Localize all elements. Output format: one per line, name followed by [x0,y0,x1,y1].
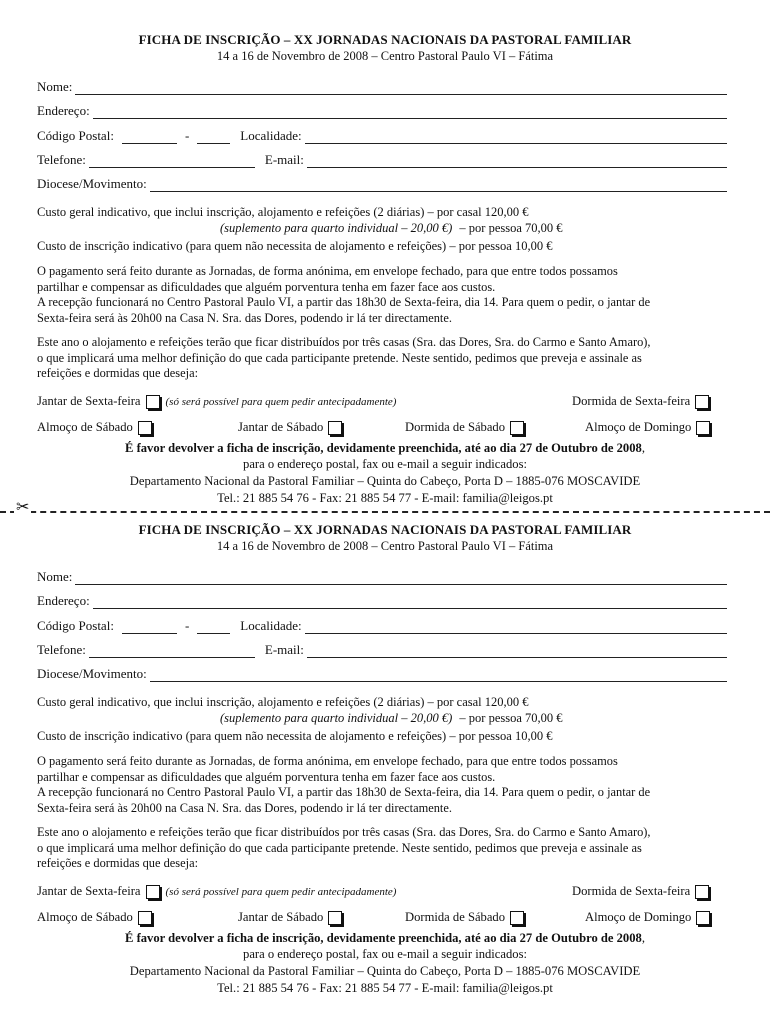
jantar-sexta-option[interactable] [37,884,396,899]
codigo-postal-dash: - [184,618,190,633]
diocese-input-line[interactable] [150,669,727,682]
dormida-sabado-option[interactable] [405,910,524,925]
devolver-text: É favor devolver a ficha de inscrição, devidamente preenchida, até ao dia 27 de Outubro de 2008 [125,441,642,455]
endereco-postal-text: para o endereço postal, fax ou e-mail a seguir indicados: [243,457,527,471]
codigo-postal-field[interactable] [37,127,727,144]
custo-geral-text: Custo geral indicativo, que inclui inscrição, alojamento e refeições (2 diárias) – por casal 120,00 € [37,205,529,219]
diocese-label: Diocese/Movimento: [37,176,147,191]
alojamento-paragraph [37,335,734,382]
jantar-sexta-label: Jantar de Sexta-feira [37,884,141,898]
jantar-sexta-option[interactable] [37,394,396,409]
jantar-sexta-label: Jantar de Sexta-feira [37,394,141,408]
paragraph-line: O pagamento será feito durante as Jornadas, de forma anónima, em envelope fechado, para que entre todos possamos [37,264,618,278]
paragraph-line: o que implicará uma melhor definição do que cada participante pretende. Neste sentido, pedimos que preveja e assinale as [37,840,642,855]
dormida-sexta-label: Dormida de Sexta-feira [572,394,691,408]
checkbox-icon[interactable] [695,885,709,899]
codigo-postal-input-2[interactable] [197,621,230,634]
endereco-label: Endereço: [37,593,90,608]
form-title: FICHA DE INSCRIÇÃO – XX JORNADAS NACIONAIS DA PASTORAL FAMILIAR [138,522,632,537]
almoco-sabado-option[interactable] [37,910,152,925]
telefone-email-field[interactable] [37,641,727,658]
dormida-sabado-label: Dormida de Sábado [405,910,506,924]
checkbox-icon[interactable] [510,911,524,925]
localidade-input-line[interactable] [305,131,727,144]
custo-inscricao-text: Custo de inscrição indicativo (para quem não necessita de alojamento e refeições) – por pessoa 10,00 € [37,239,553,253]
almoco-domingo-label: Almoço de Domingo [585,910,692,924]
suplemento-text: (suplemento para quarto individual – 20,00 €) [220,221,453,235]
checkbox-row-2 [37,420,734,438]
endereco-input-line[interactable] [93,106,727,119]
codigo-postal-dash: - [184,128,190,143]
form-title: FICHA DE INSCRIÇÃO – XX JORNADAS NACIONAIS DA PASTORAL FAMILIAR [138,32,632,47]
contactos-text: Tel.: 21 885 54 76 - Fax: 21 885 54 77 - E-mail: familia@leigos.pt [217,491,553,505]
checkbox-row-1 [37,884,734,902]
nome-input-line[interactable] [75,572,727,585]
diocese-field[interactable] [37,665,727,682]
registration-form-bottom [0,522,770,1012]
alojamento-paragraph [37,825,734,872]
jantar-sabado-label: Jantar de Sábado [238,910,324,924]
paragraph-line: partilhar e compensar as dificuldades que alguém porventura tenha em fazer face aos custos. [37,769,496,784]
pagamento-paragraph [37,754,734,816]
checkbox-icon[interactable] [138,911,152,925]
almoco-sabado-label: Almoço de Sábado [37,910,133,924]
paragraph-line: Este ano o alojamento e refeições terão que ficar distribuídos por três casas (Sra. das Dores, Sra. do Carmo e Santo Amaro), [37,335,651,349]
jantar-sabado-option[interactable] [238,420,342,435]
paragraph-line: O pagamento será feito durante as Jornadas, de forma anónima, em envelope fechado, para que entre todos possamos [37,754,618,768]
jantar-sabado-label: Jantar de Sábado [238,420,324,434]
dormida-sabado-option[interactable] [405,420,524,435]
pagamento-paragraph [37,264,734,326]
devolver-notice [0,931,770,946]
checkbox-icon[interactable] [138,421,152,435]
jantar-sabado-option[interactable] [238,910,342,925]
paragraph-line: Sexta-feira será às 20h00 na Casa N. Sra. das Dores, podendo ir lá ter directamente. [37,800,452,815]
endereco-label: Endereço: [37,103,90,118]
suplemento-line [220,710,563,726]
endereco-field[interactable] [37,102,727,119]
almoco-domingo-label: Almoço de Domingo [585,420,692,434]
checkbox-icon[interactable] [695,395,709,409]
paragraph-line: A recepção funcionará no Centro Pastoral Paulo VI, a partir das 18h30 de Sexta-feira, dia 14. Para quem o pedir, o jantar de [37,295,651,309]
nome-label: Nome: [37,79,73,94]
nome-field[interactable] [37,568,727,585]
email-label: E-mail: [264,152,304,167]
almoco-domingo-option[interactable] [585,910,710,925]
endereco-input-line[interactable] [93,596,727,609]
departamento-text: Departamento Nacional da Pastoral Familiar – Quinta do Cabeço, Porta D – 1885-076 MOSCAVIDE [129,474,641,488]
codigo-postal-input-1[interactable] [122,621,177,634]
checkbox-row-1 [37,394,734,412]
form-subtitle: 14 a 16 de Novembro de 2008 – Centro Pastoral Paulo VI – Fátima [216,49,554,63]
checkbox-icon[interactable] [696,911,710,925]
paragraph-line: Sexta-feira será às 20h00 na Casa N. Sra. das Dores, podendo ir lá ter directamente. [37,310,452,325]
email-input-line[interactable] [307,645,727,658]
suplemento-line [220,220,563,236]
devolver-text: É favor devolver a ficha de inscrição, devidamente preenchida, até ao dia 27 de Outubro de 2008 [125,931,642,945]
devolver-comma: , [641,931,645,945]
checkbox-icon[interactable] [510,421,524,435]
codigo-postal-label: Código Postal: [37,618,114,633]
localidade-input-line[interactable] [305,621,727,634]
devolver-comma: , [641,441,645,455]
paragraph-line: A recepção funcionará no Centro Pastoral Paulo VI, a partir das 18h30 de Sexta-feira, dia 14. Para quem o pedir, o jantar de [37,785,651,799]
custo-geral-text: Custo geral indicativo, que inclui inscrição, alojamento e refeições (2 diárias) – por casal 120,00 € [37,695,529,709]
diocese-label: Diocese/Movimento: [37,666,147,681]
dormida-sabado-label: Dormida de Sábado [405,420,506,434]
paragraph-line: Este ano o alojamento e refeições terão que ficar distribuídos por três casas (Sra. das Dores, Sra. do Carmo e Santo Amaro), [37,825,651,839]
telefone-label: Telefone: [37,152,86,167]
contactos-text: Tel.: 21 885 54 76 - Fax: 21 885 54 77 - E-mail: familia@leigos.pt [217,981,553,995]
jantar-sexta-note: (só será possível para quem pedir antecipadamente) [165,395,397,408]
almoco-domingo-option[interactable] [585,420,710,435]
registration-form-top [0,32,770,522]
dormida-sexta-label: Dormida de Sexta-feira [572,884,691,898]
nome-label: Nome: [37,569,73,584]
codigo-postal-label: Código Postal: [37,128,114,143]
dormida-sexta-option[interactable] [572,394,709,409]
checkbox-icon[interactable] [146,395,160,409]
suplemento-preco: – por pessoa 70,00 € [459,221,563,235]
form-subtitle: 14 a 16 de Novembro de 2008 – Centro Pastoral Paulo VI – Fátima [216,539,554,553]
almoco-sabado-label: Almoço de Sábado [37,420,133,434]
nome-field[interactable] [37,78,727,95]
diocese-input-line[interactable] [150,179,727,192]
scissors-icon: ✂ [16,499,30,516]
dormida-sexta-option[interactable] [572,884,709,899]
nome-input-line[interactable] [75,82,727,95]
suplemento-text: (suplemento para quarto individual – 20,00 €) [220,711,453,725]
codigo-postal-input-1[interactable] [122,131,177,144]
almoco-sabado-option[interactable] [37,420,152,435]
diocese-field[interactable] [37,175,727,192]
codigo-postal-field[interactable] [37,617,727,634]
telefone-label: Telefone: [37,642,86,657]
telefone-input-line[interactable] [89,155,255,168]
paragraph-line: o que implicará uma melhor definição do que cada participante pretende. Neste sentido, pedimos que preveja e assinale as [37,350,642,365]
email-label: E-mail: [264,642,304,657]
localidade-label: Localidade: [240,128,302,143]
paragraph-line: refeições e dormidas que deseja: [37,856,199,870]
checkbox-icon[interactable] [328,421,342,435]
codigo-postal-input-2[interactable] [197,131,230,144]
telefone-input-line[interactable] [89,645,255,658]
paragraph-line: partilhar e compensar as dificuldades que alguém porventura tenha em fazer face aos custos. [37,279,496,294]
custo-inscricao-text: Custo de inscrição indicativo (para quem não necessita de alojamento e refeições) – por pessoa 10,00 € [37,729,553,743]
localidade-label: Localidade: [240,618,302,633]
checkbox-icon[interactable] [328,911,342,925]
endereco-field[interactable] [37,592,727,609]
departamento-text: Departamento Nacional da Pastoral Familiar – Quinta do Cabeço, Porta D – 1885-076 MOSCAVIDE [129,964,641,978]
devolver-notice [0,441,770,456]
paragraph-line: refeições e dormidas que deseja: [37,366,199,380]
jantar-sexta-note: (só será possível para quem pedir antecipadamente) [165,885,397,898]
dashed-divider [0,511,770,513]
checkbox-row-2 [37,910,734,928]
telefone-email-field[interactable] [37,151,727,168]
suplemento-preco: – por pessoa 70,00 € [459,711,563,725]
checkbox-icon[interactable] [696,421,710,435]
cut-line [0,499,770,516]
email-input-line[interactable] [307,155,727,168]
checkbox-icon[interactable] [146,885,160,899]
endereco-postal-text: para o endereço postal, fax ou e-mail a seguir indicados: [243,947,527,961]
